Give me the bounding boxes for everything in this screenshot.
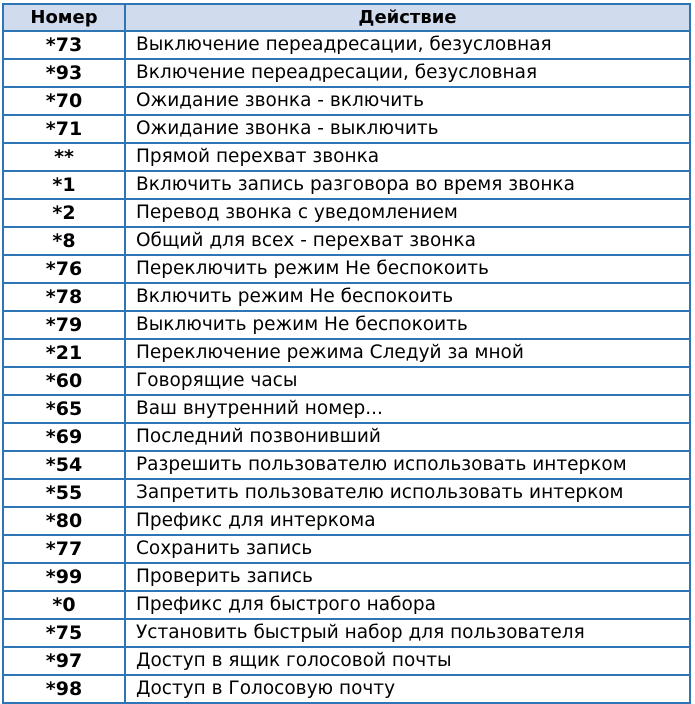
table-body [3,31,690,703]
feature-code: *70 [3,87,125,115]
feature-code: *55 [3,479,125,507]
feature-codes-table [2,3,691,704]
feature-action: Говорящие часы [125,367,690,395]
table-row [3,59,690,87]
feature-code: *8 [3,227,125,255]
header-number: Номер [3,4,125,31]
table-row [3,115,690,143]
table-header [3,4,690,31]
table-row [3,339,690,367]
table-row [3,619,690,647]
feature-action: Установить быстрый набор для пользователя [125,619,690,647]
feature-code: *97 [3,647,125,675]
feature-code: *60 [3,367,125,395]
feature-code: *69 [3,423,125,451]
table-row [3,227,690,255]
feature-action: Включение переадресации, безусловная [125,59,690,87]
feature-action: Включить запись разговора во время звонка [125,171,690,199]
feature-code: *65 [3,395,125,423]
table-row [3,563,690,591]
feature-code: *21 [3,339,125,367]
feature-code: *1 [3,171,125,199]
feature-code: *77 [3,535,125,563]
table-row [3,171,690,199]
table-row [3,283,690,311]
feature-action: Прямой перехват звонка [125,143,690,171]
table-row [3,143,690,171]
feature-code: *78 [3,283,125,311]
table-row [3,311,690,339]
table-row [3,255,690,283]
feature-action: Доступ в Голосовую почту [125,675,690,703]
feature-action: Запретить пользователю использовать интерком [125,479,690,507]
feature-action: Ваш внутренний номер... [125,395,690,423]
table-row [3,31,690,59]
table-row [3,451,690,479]
feature-code: *73 [3,31,125,59]
feature-action: Выключить режим Не беспокоить [125,311,690,339]
feature-code: *71 [3,115,125,143]
feature-action: Префикс для интеркома [125,507,690,535]
feature-code: *75 [3,619,125,647]
feature-code: *54 [3,451,125,479]
table-row [3,507,690,535]
table-row [3,479,690,507]
feature-action: Выключение переадресации, безусловная [125,31,690,59]
feature-action: Переключить режим Не беспокоить [125,255,690,283]
table-row [3,591,690,619]
feature-action: Переключение режима Следуй за мной [125,339,690,367]
feature-action: Префикс для быстрого набора [125,591,690,619]
feature-action: Общий для всех - перехват звонка [125,227,690,255]
table-row [3,423,690,451]
feature-code: *98 [3,675,125,703]
table-row [3,535,690,563]
feature-code: *99 [3,563,125,591]
feature-code: *2 [3,199,125,227]
feature-action: Доступ в ящик голосовой почты [125,647,690,675]
feature-action: Включить режим Не беспокоить [125,283,690,311]
feature-action: Ожидание звонка - выключить [125,115,690,143]
feature-action: Ожидание звонка - включить [125,87,690,115]
header-row [3,4,690,31]
table-row [3,675,690,703]
table-row [3,367,690,395]
feature-action: Разрешить пользователю использовать интерком [125,451,690,479]
feature-action: Сохранить запись [125,535,690,563]
table-row [3,199,690,227]
feature-action: Перевод звонка с уведомлением [125,199,690,227]
feature-code: *79 [3,311,125,339]
table-row [3,647,690,675]
feature-code: *76 [3,255,125,283]
feature-action: Проверить запись [125,563,690,591]
feature-code: *93 [3,59,125,87]
feature-code: *80 [3,507,125,535]
feature-code: ** [3,143,125,171]
header-action: Действие [125,4,690,31]
feature-code: *0 [3,591,125,619]
table-row [3,395,690,423]
table-row [3,87,690,115]
feature-action: Последний позвонивший [125,423,690,451]
